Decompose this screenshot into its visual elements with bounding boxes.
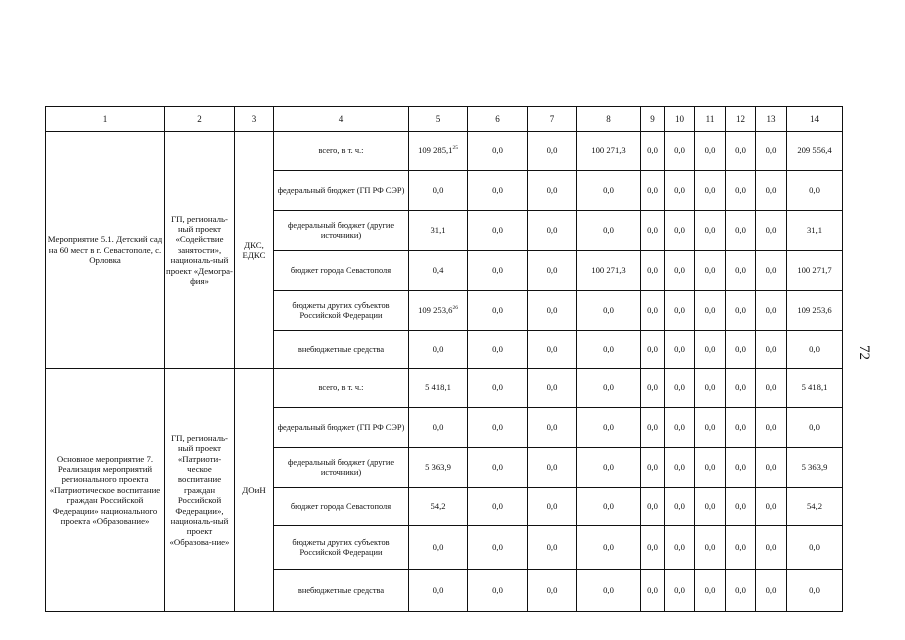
amount-cell-col9: 0,0 <box>641 211 665 251</box>
amount-cell-col9: 0,0 <box>641 488 665 526</box>
amount-cell-col13: 0,0 <box>756 448 787 488</box>
amount-cell-col5 <box>409 132 468 171</box>
amount-cell-col7: 0,0 <box>528 570 577 612</box>
amount-cell-col8: 0,0 <box>577 488 641 526</box>
amount-cell-col13: 0,0 <box>756 251 787 291</box>
amount-value: 0,0 <box>432 541 444 552</box>
column-number-5: 5 <box>409 107 468 132</box>
amount-cell-col5 <box>409 331 468 369</box>
amount-cell-col12: 0,0 <box>726 251 756 291</box>
amount-cell-col8: 100 271,3 <box>577 251 641 291</box>
amount-cell-col9: 0,0 <box>641 331 665 369</box>
column-number-11: 11 <box>695 107 726 132</box>
amount-cell-col5 <box>409 369 468 408</box>
amount-cell-col10: 0,0 <box>665 526 695 570</box>
funding-source-cell: всего, в т. ч.: <box>274 369 409 408</box>
amount-cell-col13: 0,0 <box>756 369 787 408</box>
amount-cell-col10: 0,0 <box>665 331 695 369</box>
executor-cell: ДКС, ЕДКС <box>235 132 274 369</box>
amount-cell-col6: 0,0 <box>468 448 528 488</box>
column-number-14: 14 <box>787 107 843 132</box>
amount-cell-col13: 0,0 <box>756 570 787 612</box>
amount-cell-col12: 0,0 <box>726 171 756 211</box>
amount-cell-col10: 0,0 <box>665 570 695 612</box>
table-row <box>46 132 843 171</box>
amount-cell-col14: 5 418,1 <box>787 369 843 408</box>
funding-source-cell: всего, в т. ч.: <box>274 132 409 171</box>
amount-value: 0,0 <box>432 184 444 195</box>
amount-cell-col13: 0,0 <box>756 211 787 251</box>
amount-cell-col14: 0,0 <box>787 171 843 211</box>
amount-cell-col14: 0,0 <box>787 331 843 369</box>
amount-cell-col8: 0,0 <box>577 171 641 211</box>
amount-cell-col9: 0,0 <box>641 132 665 171</box>
amount-value: 0,0 <box>432 343 444 354</box>
page-number: 72 <box>856 345 872 360</box>
amount-cell-col9: 0,0 <box>641 570 665 612</box>
funding-source-cell: внебюджетные средства <box>274 570 409 612</box>
amount-cell-col14: 31,1 <box>787 211 843 251</box>
amount-cell-col12: 0,0 <box>726 408 756 448</box>
amount-cell-col6: 0,0 <box>468 526 528 570</box>
amount-cell-col13: 0,0 <box>756 331 787 369</box>
event-name-cell: Основное мероприятие 7. Реализация мероприятий регионального проекта «Патриотическое воспитание граждан Российской Федерации» национального проекта «Образование» <box>46 369 165 612</box>
amount-cell-col8: 0,0 <box>577 211 641 251</box>
amount-cell-col6: 0,0 <box>468 291 528 331</box>
program-cell: ГП, региональ-ный проект «Содействие занятости», националь-ный проект «Демогра-фия» <box>165 132 235 369</box>
amount-cell-col5 <box>409 488 468 526</box>
amount-cell-col11: 0,0 <box>695 291 726 331</box>
amount-value: 0,0 <box>432 421 444 432</box>
amount-cell-col7: 0,0 <box>528 408 577 448</box>
amount-cell-col5 <box>409 570 468 612</box>
amount-cell-col10: 0,0 <box>665 291 695 331</box>
amount-cell-col8: 0,0 <box>577 448 641 488</box>
event-name-cell: Мероприятие 5.1. Детский сад на 60 мест в г. Севастополе, с. Орловка <box>46 132 165 369</box>
column-number-4: 4 <box>274 107 409 132</box>
amount-cell-col13: 0,0 <box>756 291 787 331</box>
amount-cell-col11: 0,0 <box>695 251 726 291</box>
funding-source-cell: бюджет города Севастополя <box>274 488 409 526</box>
amount-cell-col9: 0,0 <box>641 291 665 331</box>
amount-cell-col6: 0,0 <box>468 488 528 526</box>
amount-cell-col13: 0,0 <box>756 408 787 448</box>
column-number-9: 9 <box>641 107 665 132</box>
amount-cell-col9: 0,0 <box>641 526 665 570</box>
amount-cell-col14: 109 253,6 <box>787 291 843 331</box>
amount-cell-col5 <box>409 448 468 488</box>
amount-cell-col11: 0,0 <box>695 132 726 171</box>
column-number-row <box>46 107 843 132</box>
amount-cell-col11: 0,0 <box>695 408 726 448</box>
amount-cell-col14: 209 556,4 <box>787 132 843 171</box>
funding-source-cell: бюджет города Севастополя <box>274 251 409 291</box>
amount-value: 0,4 <box>432 264 444 275</box>
program-cell: ГП, региональ-ный проект «Патриоти-ческое воспитание граждан Российской Федерации», националь-ный проект «Образова-ние» <box>165 369 235 612</box>
amount-cell-col12: 0,0 <box>726 291 756 331</box>
amount-cell-col6: 0,0 <box>468 211 528 251</box>
amount-cell-col14: 0,0 <box>787 570 843 612</box>
amount-cell-col11: 0,0 <box>695 171 726 211</box>
funding-source-cell: федеральный бюджет (ГП РФ СЭР) <box>274 408 409 448</box>
column-number-8: 8 <box>577 107 641 132</box>
amount-cell-col12: 0,0 <box>726 369 756 408</box>
funding-source-cell: федеральный бюджет (другие источники) <box>274 448 409 488</box>
funding-source-cell: федеральный бюджет (ГП РФ СЭР) <box>274 171 409 211</box>
amount-cell-col10: 0,0 <box>665 408 695 448</box>
amount-cell-col7: 0,0 <box>528 171 577 211</box>
amount-cell-col11: 0,0 <box>695 369 726 408</box>
amount-value: 54,2 <box>430 500 446 511</box>
table-row <box>46 369 843 408</box>
amount-cell-col8: 0,0 <box>577 331 641 369</box>
amount-cell-col11: 0,0 <box>695 488 726 526</box>
amount-cell-col7: 0,0 <box>528 132 577 171</box>
column-number-7: 7 <box>528 107 577 132</box>
amount-cell-col7: 0,0 <box>528 251 577 291</box>
column-number-3: 3 <box>235 107 274 132</box>
amount-cell-col7: 0,0 <box>528 211 577 251</box>
amount-cell-col6: 0,0 <box>468 408 528 448</box>
amount-cell-col5 <box>409 526 468 570</box>
column-number-6: 6 <box>468 107 528 132</box>
amount-cell-col14: 0,0 <box>787 526 843 570</box>
amount-cell-col11: 0,0 <box>695 570 726 612</box>
amount-cell-col12: 0,0 <box>726 331 756 369</box>
amount-value: 31,1 <box>430 224 446 235</box>
amount-cell-col11: 0,0 <box>695 331 726 369</box>
column-number-12: 12 <box>726 107 756 132</box>
amount-cell-col7: 0,0 <box>528 291 577 331</box>
amount-cell-col13: 0,0 <box>756 488 787 526</box>
amount-cell-col13: 0,0 <box>756 526 787 570</box>
amount-cell-col7: 0,0 <box>528 331 577 369</box>
amount-cell-col10: 0,0 <box>665 251 695 291</box>
amount-cell-col13: 0,0 <box>756 132 787 171</box>
amount-cell-col6: 0,0 <box>468 132 528 171</box>
amount-cell-col14: 100 271,7 <box>787 251 843 291</box>
amount-cell-col6: 0,0 <box>468 171 528 211</box>
amount-value: 5 418,1 <box>425 382 451 393</box>
amount-cell-col9: 0,0 <box>641 448 665 488</box>
amount-cell-col14: 54,2 <box>787 488 843 526</box>
amount-cell-col8: 100 271,3 <box>577 132 641 171</box>
amount-cell-col11: 0,0 <box>695 526 726 570</box>
amount-cell-col7: 0,0 <box>528 488 577 526</box>
funding-source-cell: федеральный бюджет (другие источники) <box>274 211 409 251</box>
amount-cell-col13: 0,0 <box>756 171 787 211</box>
amount-cell-col6: 0,0 <box>468 369 528 408</box>
amount-value: 109 253,6 <box>418 304 453 315</box>
amount-cell-col8: 0,0 <box>577 570 641 612</box>
amount-cell-col7: 0,0 <box>528 448 577 488</box>
amount-cell-col12: 0,0 <box>726 526 756 570</box>
funding-source-cell: внебюджетные средства <box>274 331 409 369</box>
amount-cell-col12: 0,0 <box>726 570 756 612</box>
amount-cell-col6: 0,0 <box>468 331 528 369</box>
amount-cell-col12: 0,0 <box>726 211 756 251</box>
amount-cell-col9: 0,0 <box>641 369 665 408</box>
amount-cell-col5 <box>409 291 468 331</box>
executor-cell: ДОиН <box>235 369 274 612</box>
amount-cell-col7: 0,0 <box>528 369 577 408</box>
amount-cell-col12: 0,0 <box>726 488 756 526</box>
funding-source-cell: бюджеты других субъектов Российской Федерации <box>274 291 409 331</box>
column-number-2: 2 <box>165 107 235 132</box>
budget-table-body <box>46 107 843 612</box>
footnote-marker: 25 <box>452 145 458 152</box>
amount-cell-col5 <box>409 251 468 291</box>
footnote-marker: 26 <box>452 304 458 311</box>
amount-cell-col14: 5 363,9 <box>787 448 843 488</box>
amount-cell-col9: 0,0 <box>641 251 665 291</box>
amount-cell-col10: 0,0 <box>665 171 695 211</box>
amount-cell-col12: 0,0 <box>726 132 756 171</box>
amount-cell-col11: 0,0 <box>695 211 726 251</box>
amount-cell-col14: 0,0 <box>787 408 843 448</box>
amount-cell-col9: 0,0 <box>641 171 665 211</box>
amount-cell-col5 <box>409 408 468 448</box>
amount-value: 0,0 <box>432 584 444 595</box>
amount-cell-col7: 0,0 <box>528 526 577 570</box>
amount-cell-col5 <box>409 211 468 251</box>
funding-source-cell: бюджеты других субъектов Российской Федерации <box>274 526 409 570</box>
amount-cell-col9: 0,0 <box>641 408 665 448</box>
amount-cell-col12: 0,0 <box>726 448 756 488</box>
amount-cell-col5 <box>409 171 468 211</box>
amount-value: 109 285,1 <box>418 145 453 156</box>
amount-cell-col6: 0,0 <box>468 251 528 291</box>
amount-cell-col10: 0,0 <box>665 211 695 251</box>
budget-table <box>45 106 843 612</box>
amount-cell-col6: 0,0 <box>468 570 528 612</box>
column-number-1: 1 <box>46 107 165 132</box>
amount-cell-col10: 0,0 <box>665 132 695 171</box>
amount-cell-col10: 0,0 <box>665 488 695 526</box>
amount-value: 5 363,9 <box>425 461 451 472</box>
amount-cell-col8: 0,0 <box>577 369 641 408</box>
amount-cell-col11: 0,0 <box>695 448 726 488</box>
amount-cell-col10: 0,0 <box>665 448 695 488</box>
column-number-10: 10 <box>665 107 695 132</box>
amount-cell-col10: 0,0 <box>665 369 695 408</box>
amount-cell-col8: 0,0 <box>577 291 641 331</box>
column-number-13: 13 <box>756 107 787 132</box>
amount-cell-col8: 0,0 <box>577 526 641 570</box>
amount-cell-col8: 0,0 <box>577 408 641 448</box>
